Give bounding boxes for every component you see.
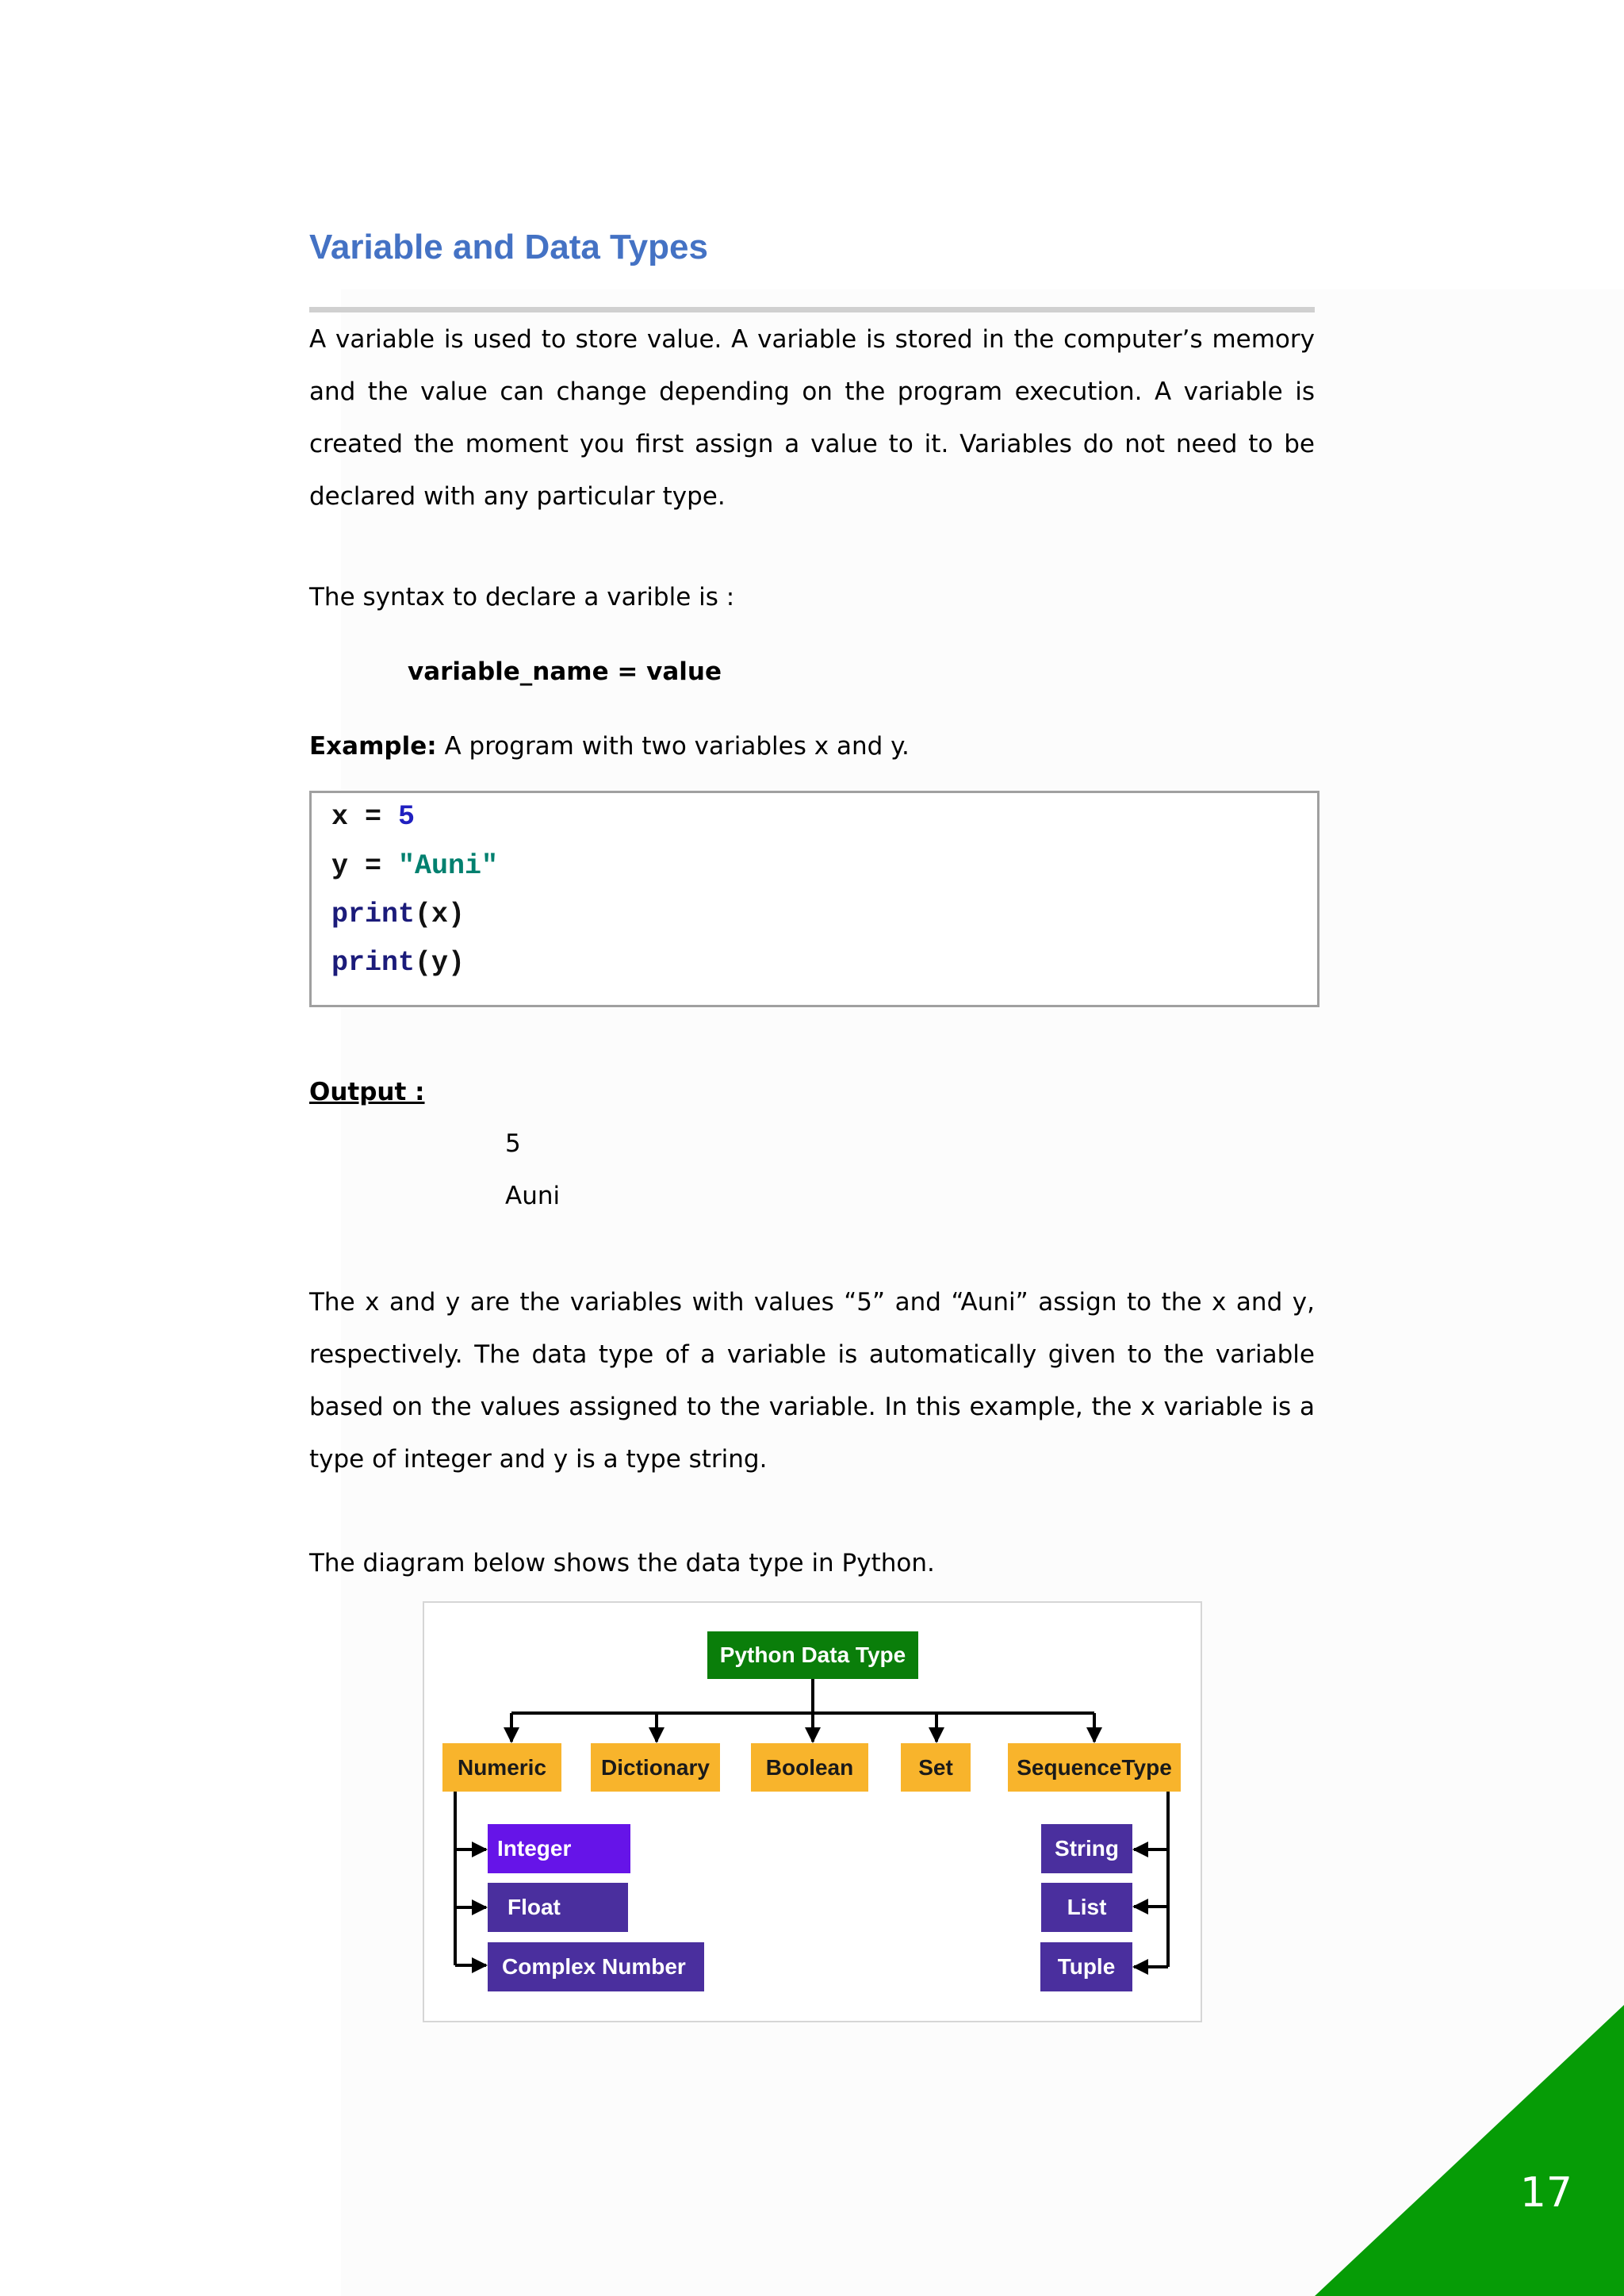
subtype-node-list: List <box>1041 1883 1132 1932</box>
subtype-node-complex-number: Complex Number <box>488 1942 704 1991</box>
diagram-intro: The diagram below shows the data type in Python. <box>309 1549 935 1577</box>
page-number: 17 <box>1519 2169 1572 2217</box>
subtype-node-float: Float <box>488 1883 628 1932</box>
subtype-node-string: String <box>1041 1824 1132 1873</box>
category-node-set: Set <box>901 1743 971 1792</box>
code-argument: (y) <box>415 947 465 979</box>
code-number: 5 <box>398 801 416 833</box>
syntax-text: variable_name = value <box>408 657 722 686</box>
output-line: 5 <box>505 1129 521 1158</box>
category-node-sequencetype: SequenceType <box>1008 1743 1181 1792</box>
code-operator: = <box>348 850 399 882</box>
subtype-node-integer: Integer <box>488 1824 630 1873</box>
code-argument: (x) <box>415 899 465 930</box>
code-string: "Auni" <box>398 850 499 882</box>
code-operator: = <box>348 801 399 833</box>
category-node-boolean: Boolean <box>751 1743 868 1792</box>
output-line: Auni <box>505 1182 561 1210</box>
code-var: x <box>331 801 349 833</box>
intro-paragraph: A variable is used to store value. A variable is stored in the computer’s memory and the value can change depending on the program execution. A variable is created the moment you first assign a value to it. Variables do not need to be declared with any particular type. <box>309 325 1315 511</box>
subtype-node-tuple: Tuple <box>1040 1942 1132 1991</box>
example-text: A program with two variables x and y. <box>436 732 910 761</box>
page-corner-decoration <box>1315 2005 1624 2296</box>
category-node-numeric: Numeric <box>442 1743 561 1792</box>
code-var: y <box>331 850 349 882</box>
syntax-intro: The syntax to declare a varible is : <box>309 583 735 611</box>
output-label: Output : <box>309 1078 425 1106</box>
code-function: print <box>331 947 416 979</box>
category-node-dictionary: Dictionary <box>591 1743 720 1792</box>
page-title: Variable and Data Types <box>309 228 708 266</box>
explanation-paragraph: The x and y are the variables with values “5” and “Auni” assign to the x and y, respectively. The data type of a variable is automatically given to the variable based on the values assigned to the variable. In this example, the x variable is a type of integer and y is a type string. <box>309 1288 1315 1474</box>
diagram-root-node: Python Data Type <box>707 1631 918 1679</box>
code-function: print <box>331 899 416 930</box>
example-label: Example: <box>309 732 437 761</box>
